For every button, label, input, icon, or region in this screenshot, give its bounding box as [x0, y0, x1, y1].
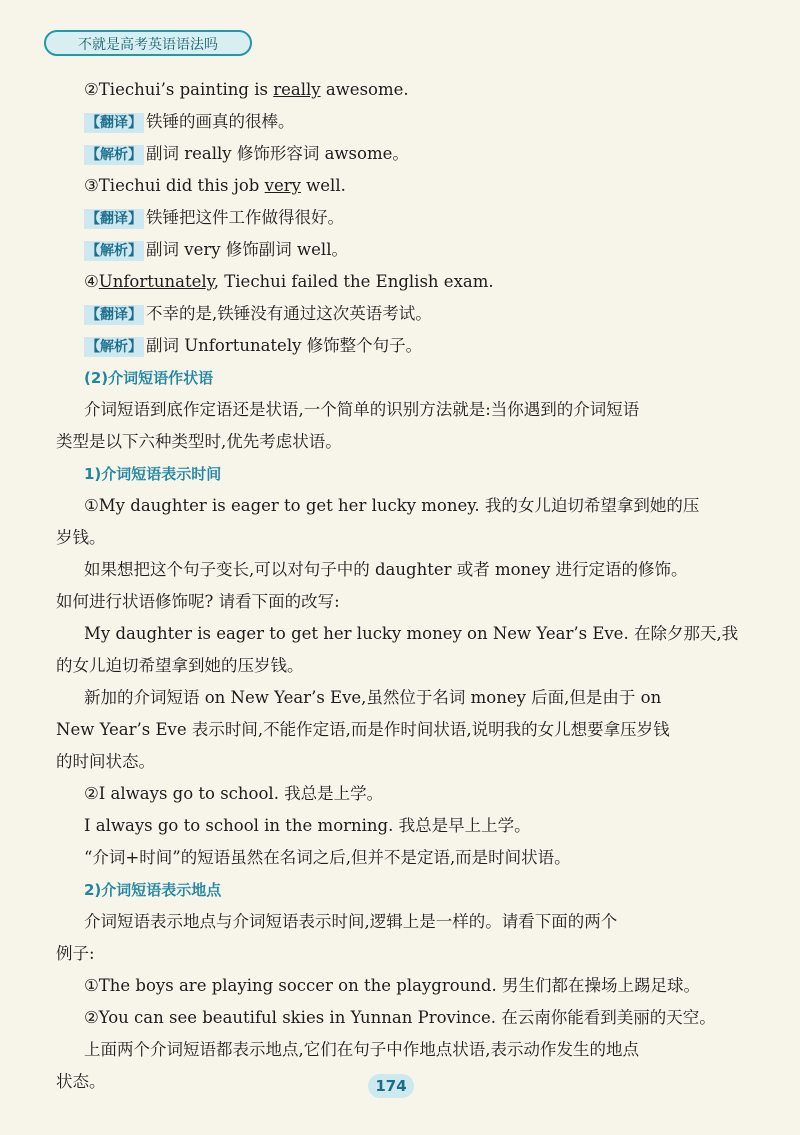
paragraph-line: “介词+时间”的短语虽然在名词之后,但并不是定语,而是时间状语。 [84, 848, 571, 867]
page-number-badge: 174 [368, 1074, 414, 1098]
paragraph-line: 的时间状态。 [56, 752, 155, 771]
example-line: I always go to school in the morning. 我总是早上上学。 [84, 816, 531, 835]
paragraph-line: New Year’s Eve 表示时间,不能作定语,而是作时间状语,说明我的女儿想要拿压岁钱 [56, 720, 670, 739]
example-3-translation [56, 202, 726, 234]
underlined-word: really [273, 80, 321, 99]
analysis-text: 副词 Unfortunately 修饰整个句子。 [146, 336, 423, 355]
example-2-analysis [56, 138, 726, 170]
example-line: ①My daughter is eager to get her lucky money. 我的女儿迫切希望拿到她的压 [84, 496, 700, 515]
subsection-heading: 1)介词短语表示时间 [84, 465, 222, 483]
paragraph-line: 的女儿迫切希望拿到她的压岁钱。 [56, 656, 304, 675]
analysis-tag: 【解析】 [86, 243, 142, 259]
page-body [56, 74, 739, 1098]
analysis-text: 副词 very 修饰副词 well。 [146, 240, 348, 259]
example-line: ①The boys are playing soccer on the playground. 男生们都在操场上踢足球。 [84, 976, 700, 995]
sentence-text: Tiechui did this job [98, 176, 265, 195]
example-3-sentence [56, 170, 726, 202]
subsection-heading: 2)介词短语表示地点 [84, 881, 222, 899]
section-heading: (2)介词短语作状语 [84, 369, 214, 387]
paragraph-line: My daughter is eager to get her lucky money on New Year’s Eve. 在除夕那天,我 [84, 624, 739, 643]
paragraph-line: 如果想把这个句子变长,可以对句子中的 daughter 或者 money 进行定语的修饰。 [84, 560, 688, 579]
paragraph-line: 类型是以下六种类型时,优先考虑状语。 [56, 432, 342, 451]
sentence-text: Tiechui’s painting is [98, 80, 274, 99]
example-3-analysis [56, 234, 726, 266]
example-line: 岁钱。 [56, 528, 106, 547]
example-number: ② [84, 80, 99, 99]
paragraph-line: 上面两个介词短语都表示地点,它们在句子中作地点状语,表示动作发生的地点 [84, 1040, 639, 1059]
analysis-text: 副词 really 修饰形容词 awsome。 [146, 144, 409, 163]
example-4-analysis [56, 330, 726, 362]
translate-tag: 【翻译】 [86, 211, 142, 227]
paragraph-line: 例子: [56, 944, 95, 963]
example-line: ②You can see beautiful skies in Yunnan Province. 在云南你能看到美丽的天空。 [84, 1008, 716, 1027]
paragraph-line: 新加的介词短语 on New Year’s Eve,虽然位于名词 money 后面,但是由于 on [84, 688, 662, 707]
underlined-word: Unfortunately [98, 272, 214, 291]
paragraph-line: 状态。 [56, 1072, 106, 1091]
analysis-tag: 【解析】 [86, 147, 142, 163]
translate-tag: 【翻译】 [86, 307, 142, 323]
translation-text: 不幸的是,铁锤没有通过这次英语考试。 [146, 304, 432, 323]
sentence-text: , Tiechui failed the English exam. [213, 272, 494, 291]
paragraph-line: 介词短语表示地点与介词短语表示时间,逻辑上是一样的。请看下面的两个 [84, 912, 618, 931]
example-line: ②I always go to school. 我总是上学。 [84, 784, 384, 803]
analysis-tag: 【解析】 [86, 339, 142, 355]
example-2-translation [56, 106, 726, 138]
example-number: ④ [84, 272, 99, 291]
translation-text: 铁锤的画真的很棒。 [146, 112, 295, 131]
example-2-sentence [56, 74, 726, 106]
sentence-text: well. [300, 176, 346, 195]
book-title-tab: 不就是高考英语语法吗 [44, 30, 252, 56]
paragraph-line: 介词短语到底作定语还是状语,一个简单的识别方法就是:当你遇到的介词短语 [84, 400, 640, 419]
translate-tag: 【翻译】 [86, 115, 142, 131]
example-4-sentence [56, 266, 726, 298]
sentence-text: awesome. [320, 80, 409, 99]
example-number: ③ [84, 176, 99, 195]
translation-text: 铁锤把这件工作做得很好。 [146, 208, 344, 227]
example-4-translation [56, 298, 726, 330]
underlined-word: very [264, 176, 301, 195]
paragraph-line: 如何进行状语修饰呢? 请看下面的改写: [56, 592, 340, 611]
